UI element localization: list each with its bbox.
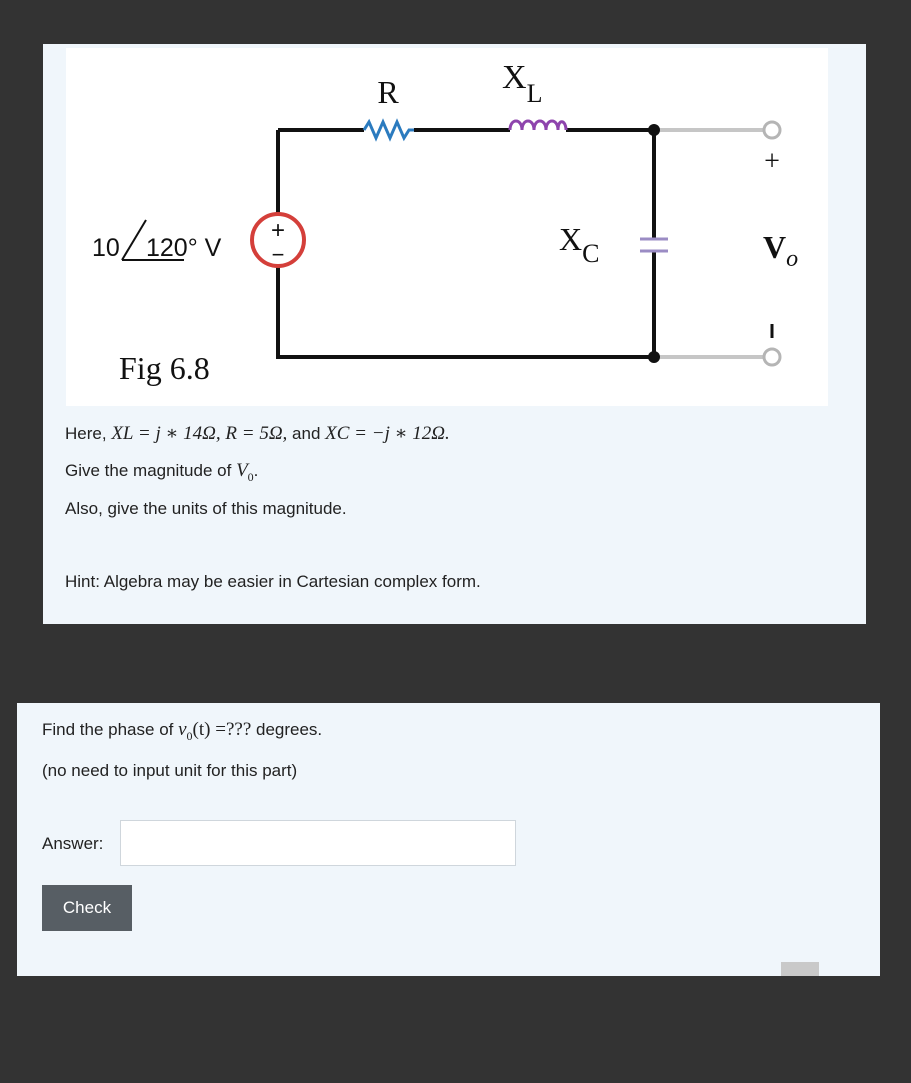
answer-label: Answer: bbox=[42, 834, 104, 853]
figure-caption: Fig 6.8 bbox=[119, 350, 210, 386]
resistor-symbol bbox=[364, 122, 414, 138]
vo-label: $V_o$ bbox=[763, 229, 799, 272]
capacitor-symbol bbox=[640, 239, 668, 251]
r-value: R = 5Ω, bbox=[225, 423, 288, 444]
circuit-figure bbox=[66, 48, 828, 406]
check-button[interactable]: Check bbox=[42, 885, 132, 931]
circuit-diagram bbox=[66, 48, 828, 406]
svg-text:10: 10 bbox=[92, 234, 120, 262]
source-minus: − bbox=[271, 242, 285, 267]
magnitude-prompt: Give the magnitude of $V_0$. bbox=[65, 460, 259, 484]
resistor-label: R bbox=[377, 74, 399, 110]
capacitor-label: $X_C$ bbox=[559, 221, 600, 268]
hint-text: Hint: Algebra may be easier in Cartesian complex form. bbox=[65, 572, 481, 591]
question-card-2 bbox=[17, 703, 880, 976]
inductor-symbol bbox=[510, 121, 566, 130]
terminal-top bbox=[764, 122, 780, 138]
question-card-1 bbox=[43, 44, 866, 624]
answer-input[interactable] bbox=[120, 820, 516, 866]
unit-note: (no need to input unit for this part) bbox=[42, 761, 298, 780]
inductor-label: $X_L$ bbox=[502, 59, 543, 108]
phase-prompt: Find the phase of $v_0(t)$ =??? degrees. bbox=[42, 719, 323, 743]
node-top bbox=[648, 124, 660, 136]
xc-value: XC = −j ∗ 12Ω. bbox=[325, 423, 450, 444]
scroll-handle[interactable] bbox=[781, 962, 819, 976]
vo-plus: + bbox=[764, 146, 780, 177]
svg-text:120° V: 120° V bbox=[146, 234, 222, 262]
units-prompt: Also, give the units of this magnitude. bbox=[65, 499, 347, 518]
node-bottom bbox=[648, 351, 660, 363]
xl-value: XL = j ∗ 14Ω, bbox=[111, 423, 221, 444]
source-plus: + bbox=[270, 217, 286, 244]
output-leads bbox=[654, 130, 764, 357]
given-values: Here, XL = j ∗ 14Ω, R = 5Ω, and XC = −j ∗ 12Ω. bbox=[65, 423, 450, 444]
terminal-bottom bbox=[764, 349, 780, 365]
source-value bbox=[92, 220, 222, 262]
